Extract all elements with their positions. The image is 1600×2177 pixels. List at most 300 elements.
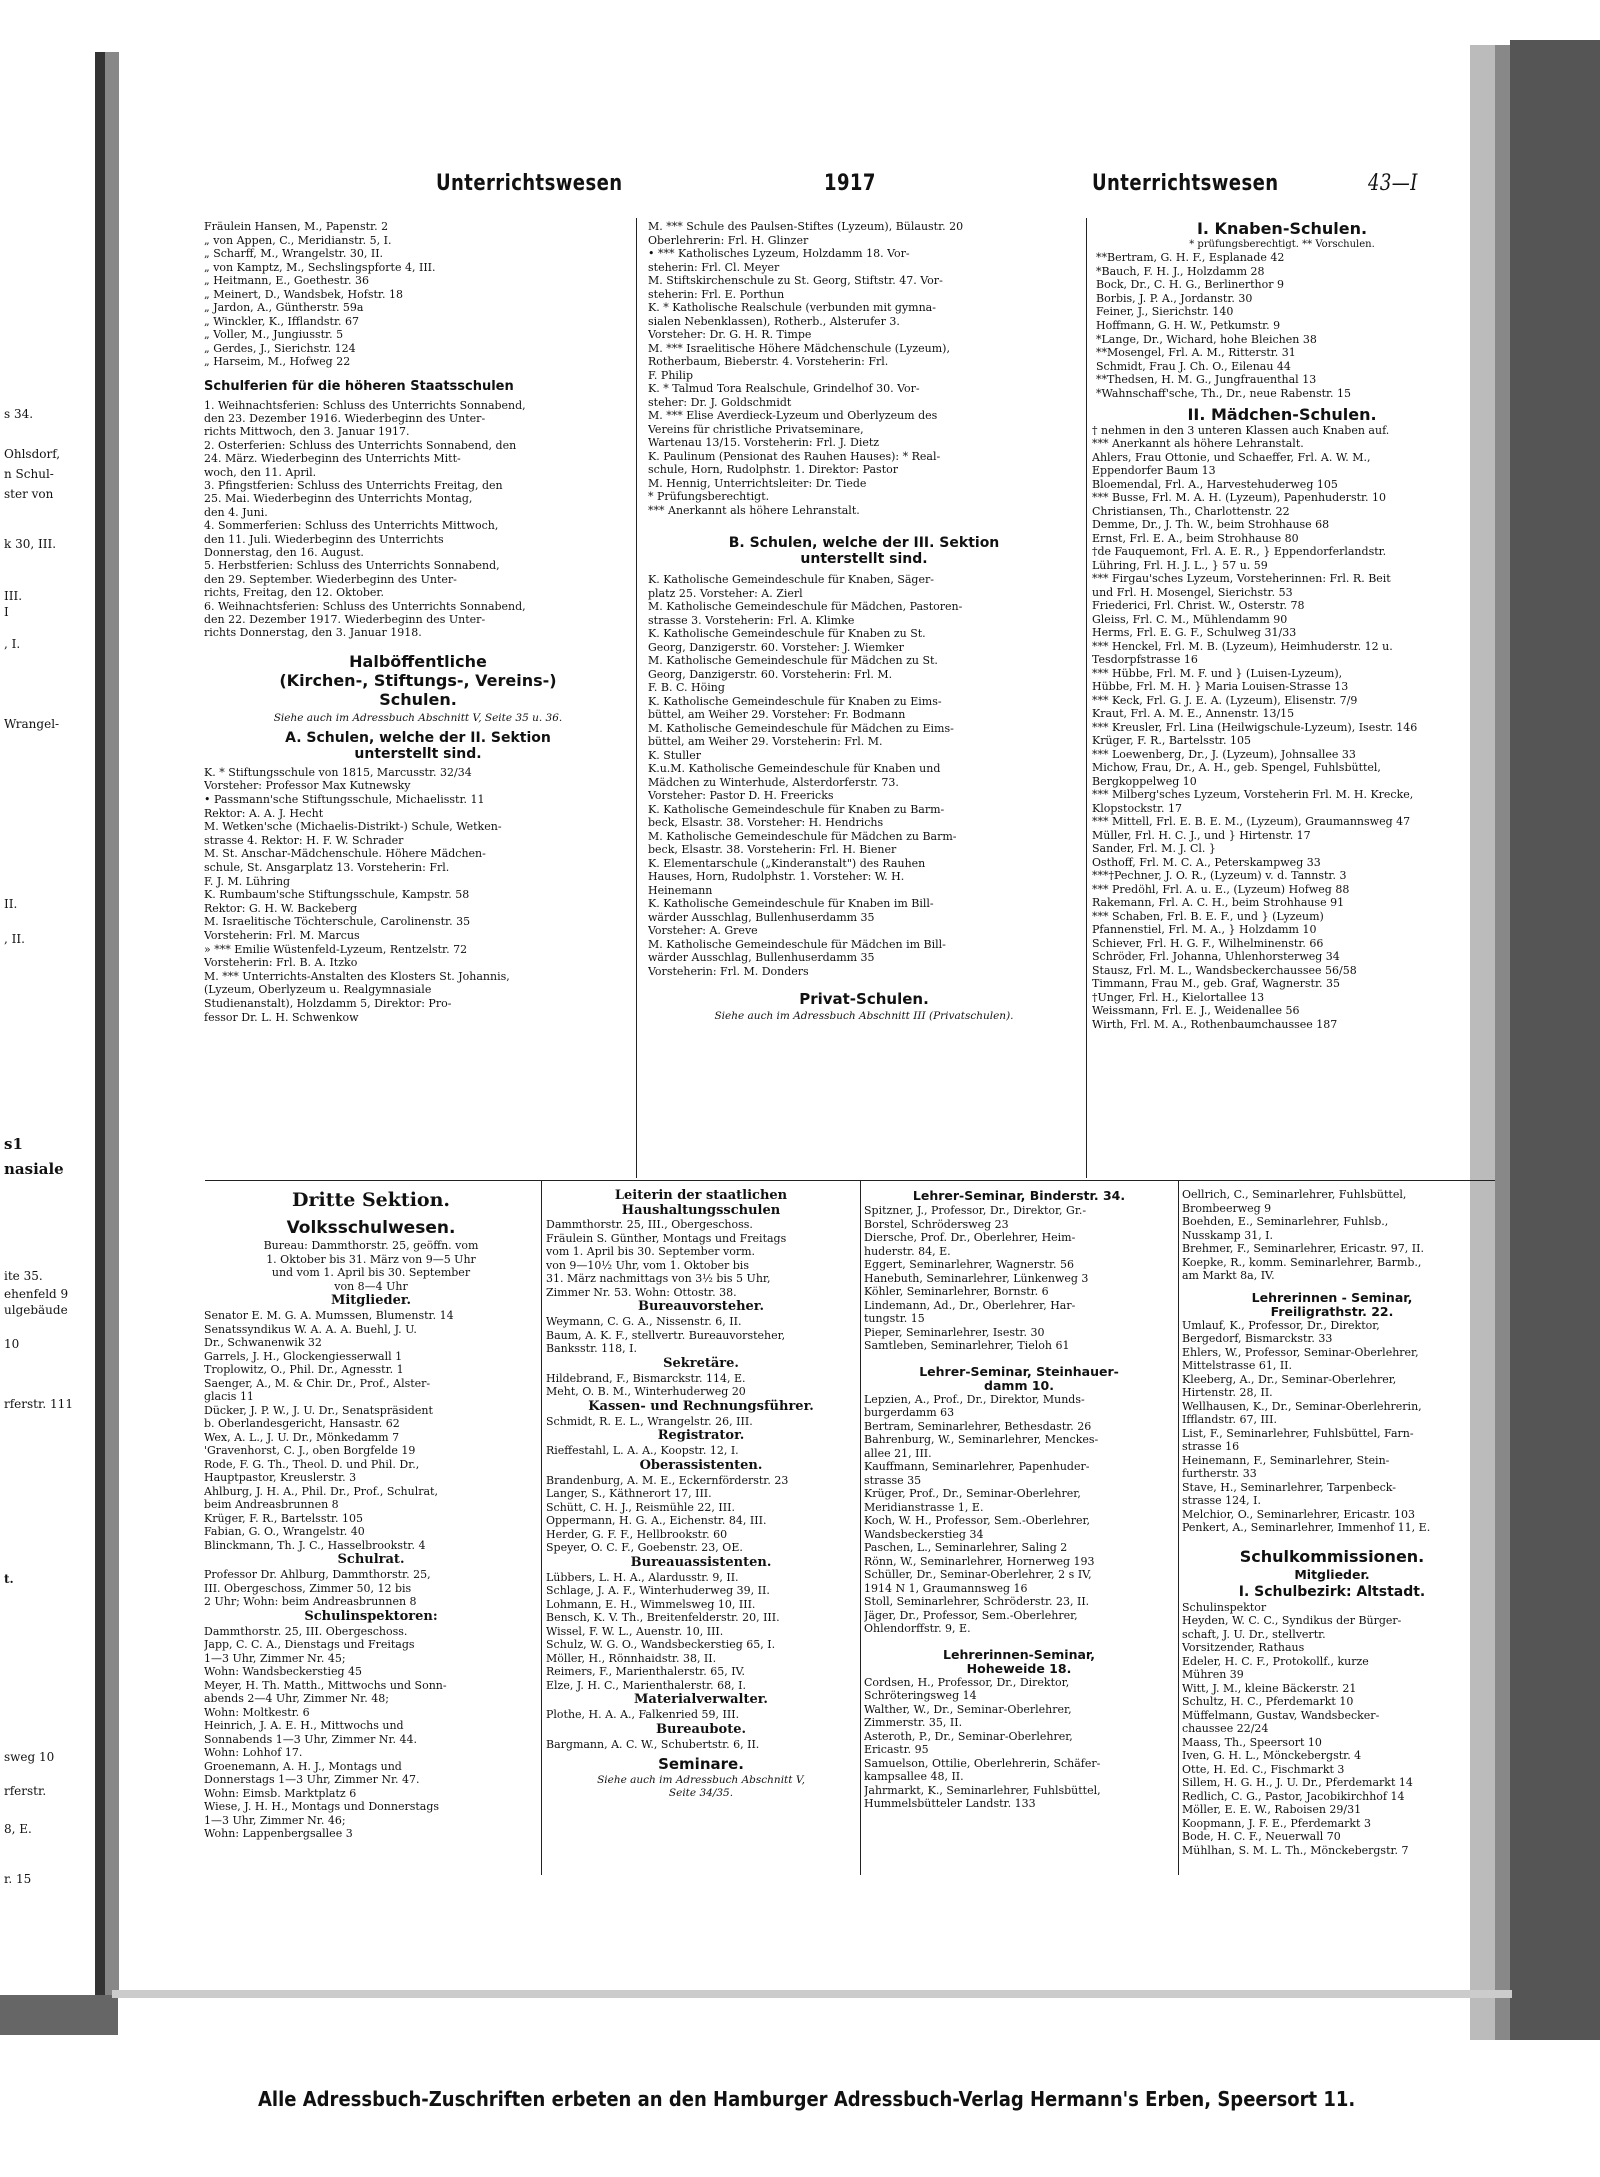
school-entry: M. *** Schule des Paulsen-Stiftes (Lyzeum), Bülaustr. 20 <box>648 220 964 233</box>
office-hours: 1. Oktober bis 31. März von 9—5 Uhr <box>266 1252 476 1266</box>
holiday-entry: richts Mittwoch, den 3. Januar 1917. <box>204 425 410 439</box>
section-heading: Schulferien für die höheren Staatsschulen <box>204 378 514 394</box>
section-heading: Schulen. <box>379 689 457 709</box>
school-entry: K. Rumbaum'sche Stiftungsschule, Kampstr. 58 <box>204 888 470 902</box>
school-entry: *** Keck, Frl. G. J. E. A. (Lyzeum), Elisenstr. 7/9 <box>1092 693 1358 707</box>
school-entry: Borbis, J. P. A., Jordanstr. 30 <box>1096 291 1253 305</box>
margin-fragment: 8, E. <box>4 1822 32 1836</box>
teacher-entry: „ Meinert, D., Wandsbek, Hofstr. 18 <box>204 287 403 301</box>
teacher-entry: „ von Kamptz, M., Sechslingspforte 4, III. <box>204 260 436 274</box>
column-2-bottom <box>546 1188 856 1878</box>
section-heading: Lehrer-Seminar, Steinhauer- <box>919 1364 1119 1379</box>
staff-entry: Bertram, Seminarlehrer, Bethesdastr. 26 <box>864 1419 1092 1433</box>
teacher-entry: „ von Appen, C., Meridianstr. 5, I. <box>204 233 392 247</box>
school-entry: • Passmann'sche Stiftungsschule, Michaelisstr. 11 <box>204 793 485 806</box>
commission-entry: Heyden, W. C. C., Syndikus der Bürger- <box>1182 1614 1402 1627</box>
staff-entry: Ehlers, W., Professor, Seminar-Oberlehrer, <box>1182 1345 1419 1359</box>
staff-entry: Oellrich, C., Seminarlehrer, Fuhlsbüttel, <box>1182 1188 1407 1201</box>
school-entry: ***†Pechner, J. O. R., (Lyzeum) v. d. Tannstr. 3 <box>1092 869 1347 883</box>
footer-notice: Alle Adressbuch-Zuschriften erbeten an den Hamburger Adressbuch-Verlag Hermann's Erben, Speersort 11. <box>258 2087 1356 2111</box>
holiday-entry: 6. Weihnachtsferien: Schluss des Unterrichts Sonnabend, <box>204 599 526 613</box>
school-entry: Ahlers, Frau Ottonie, und Schaeffer, Frl. A. W. M., <box>1092 450 1371 464</box>
inspector-entry: 1—3 Uhr, Zimmer Nr. 46; <box>204 1813 346 1827</box>
school-entry: *** Hübbe, Frl. M. F. und } (Luisen-Lyzeum), <box>1092 666 1343 680</box>
member-entry: Troplowitz, O., Phil. Dr., Agnesstr. 1 <box>204 1363 404 1376</box>
school-entry: Mädchen zu Winterhude, Alsterdorferstr. 73. <box>648 775 899 789</box>
staff-entry: Cordsen, H., Professor, Dr., Direktor, <box>864 1675 1070 1689</box>
holiday-entry: 4. Sommerferien: Schluss des Unterrichts Mittwoch, <box>204 519 499 533</box>
school-entry: † nehmen in den 3 unteren Klassen auch Knaben auf. <box>1092 423 1390 437</box>
school-entry: strasse 4. Rektor: H. F. W. Schrader <box>204 833 404 847</box>
spacer <box>1182 1535 1482 1547</box>
school-entry: *Lange, Dr., Wichard, hohe Bleichen 38 <box>1096 332 1317 346</box>
school-entry: *** Loewenberg, Dr., J. (Lyzeum), Johnsallee 33 <box>1092 747 1356 761</box>
margin-fragment: s1 <box>4 1135 23 1153</box>
staff-entry: Meht, O. B. M., Winterhuderweg 20 <box>546 1385 746 1398</box>
staff-entry: List, F., Seminarlehrer, Fuhlsbüttel, Farn- <box>1182 1426 1414 1440</box>
cross-reference-note: Siehe auch im Adressbuch Abschnitt V, <box>597 1774 805 1786</box>
staff-entry: burgerdamm 63 <box>864 1406 955 1419</box>
section-heading: Dritte Sektion. <box>291 1189 451 1211</box>
school-entry: Rotherbaum, Bieberstr. 4. Vorsteherin: Frl. <box>648 355 889 368</box>
column-3-bottom <box>864 1188 1174 1878</box>
staff-entry: Banksstr. 118, I. <box>546 1342 637 1355</box>
commission-entry: Vorsitzender, Rathaus <box>1182 1641 1305 1654</box>
staff-entry: Wellhausen, K., Dr., Seminar-Oberlehrerin, <box>1182 1399 1422 1413</box>
school-entry: schule, Horn, Rudolphstr. 1. Direktor: Pastor <box>648 463 899 476</box>
holiday-entry: woch, den 11. April. <box>204 465 317 479</box>
school-entry: Rektor: A. A. J. Hecht <box>204 806 324 820</box>
school-entry: **Mosengel, Frl. A. M., Ritterstr. 31 <box>1096 346 1296 360</box>
inspector-entry: 1—3 Uhr, Zimmer Nr. 45; <box>204 1651 346 1665</box>
section-heading: Lehrerinnen - Seminar, <box>1251 1290 1413 1305</box>
section-heading: Schulkommissionen. <box>1239 1546 1425 1566</box>
inspector-entry: Meyer, H. Th. Matth., Mittwochs und Sonn- <box>204 1678 447 1692</box>
staff-entry: Koepke, R., komm. Seminarlehrer, Barmb., <box>1182 1255 1422 1269</box>
staff-entry: Bahrenburg, W., Seminarlehrer, Menckes- <box>864 1433 1099 1446</box>
school-entry: steherin: Frl. E. Porthun <box>648 287 785 301</box>
inspector-entry: Wiese, J. H. H., Montags und Donnerstags <box>204 1800 440 1813</box>
inspector-entry: Dammthorstr. 25, III. Obergeschoss. <box>204 1624 408 1638</box>
margin-fragment: II. <box>4 897 18 911</box>
school-entry: sialen Nebenklassen), Rotherb., Alsterufer 3. <box>648 314 900 328</box>
section-heading: Volksschulwesen. <box>286 1218 456 1238</box>
member-entry: Rode, F. G. Th., Theol. D. und Phil. Dr., <box>204 1457 420 1471</box>
school-entry: Schiever, Frl. H. G. F., Wilhelminenstr. 66 <box>1092 936 1324 950</box>
member-entry: Saenger, A., M. & Chir. Dr., Prof., Alster- <box>204 1376 431 1390</box>
school-entry: und Frl. H. Mosengel, Sierichstr. 53 <box>1092 585 1293 599</box>
commission-entry: Iven, G. H. L., Mönckebergstr. 4 <box>1182 1749 1362 1762</box>
staff-entry: Rieffestahl, L. A. A., Koopstr. 12, I. <box>546 1444 739 1457</box>
member-entry: Dücker, J. P. W., J. U. Dr., Senatspräsident <box>204 1403 433 1417</box>
margin-fragment: Wrangel- <box>4 717 60 731</box>
margin-fragment: , II. <box>4 932 25 946</box>
staff-entry: Kauffmann, Seminarlehrer, Papenhuder- <box>864 1460 1090 1473</box>
subsection-heading: Bureauassistenten. <box>630 1554 772 1570</box>
margin-fragment: s 34. <box>4 407 34 421</box>
staff-entry: Ericastr. 95 <box>864 1743 929 1756</box>
subsection-heading: Mitglieder. <box>330 1293 412 1308</box>
previous-page-margin <box>0 60 95 1995</box>
school-entry: *** Mittell, Frl. E. B. E. M., (Lyzeum), Graumannsweg 47 <box>1092 815 1411 829</box>
inspector-entry: Wohn: Eimsb. Marktplatz 6 <box>204 1786 357 1800</box>
school-entry: Michow, Frau, Dr., A. H., geb. Spengel, Fuhlsbüttel, <box>1092 761 1381 775</box>
staff-entry: Ohlendorffstr. 9, E. <box>864 1622 971 1635</box>
staff-entry: Herder, G. F. F., Hellbrookstr. 60 <box>546 1527 728 1541</box>
school-entry: Tesdorpfstrasse 16 <box>1092 653 1198 667</box>
school-entry: beck, Elsastr. 38. Vorsteher: H. Hendrichs <box>648 816 884 829</box>
holiday-entry: richts Donnerstag, den 3. Januar 1918. <box>204 626 422 640</box>
school-entry: K. * Stiftungsschule von 1815, Marcusstr. 32/34 <box>204 765 472 779</box>
school-entry: M. *** Israelitische Höhere Mädchenschule (Lyzeum), <box>648 341 950 355</box>
staff-entry: kampsallee 48, II. <box>864 1770 964 1783</box>
staff-entry: Hirtenstr. 28, II. <box>1182 1386 1273 1399</box>
school-entry: schule, St. Ansgarplatz 13. Vorsteherin: Frl. <box>204 860 450 874</box>
cross-reference-note: Seite 34/35. <box>668 1787 734 1799</box>
holiday-entry: 25. Mai. Wiederbeginn des Unterrichts Montag, <box>204 492 473 506</box>
staff-entry: Hummelsbütteler Landstr. 133 <box>864 1797 1036 1810</box>
school-entry: *** Anerkannt als höhere Lehranstalt. <box>1092 437 1304 451</box>
staff-entry: Jäger, Dr., Professor, Sem.-Oberlehrer, <box>864 1608 1078 1622</box>
member-entry: 2 Uhr; Wohn: beim Andreasbrunnen 8 <box>204 1595 417 1608</box>
holiday-entry: den 29. September. Wiederbeginn des Unter- <box>204 572 457 586</box>
school-entry: Ernst, Frl. E. A., beim Strohhause 80 <box>1092 531 1299 545</box>
margin-fragment: rferstr. 111 <box>4 1397 73 1411</box>
school-entry: wärder Ausschlag, Bullenhuserdamm 35 <box>648 910 875 924</box>
school-entry: » *** Emilie Wüstenfeld-Lyzeum, Rentzelstr. 72 <box>204 942 468 956</box>
school-entry: wärder Ausschlag, Bullenhuserdamm 35 <box>648 951 875 964</box>
staff-entry: Jahrmarkt, K., Seminarlehrer, Fuhlsbüttel, <box>864 1783 1101 1797</box>
member-entry: glacis 11 <box>204 1390 254 1403</box>
margin-fragment: ulgebäude <box>4 1303 68 1317</box>
member-entry: b. Oberlandesgericht, Hansastr. 62 <box>204 1417 400 1430</box>
school-entry: Rakemann, Frl. A. C. H., beim Strohhause 91 <box>1092 896 1345 910</box>
holiday-entry: 1. Weihnachtsferien: Schluss des Unterrichts Sonnabend, <box>204 398 526 412</box>
commission-entry: Edeler, H. C. F., Protokollf., kurze <box>1182 1654 1369 1668</box>
holiday-entry: den 23. Dezember 1916. Wiederbeginn des Unter- <box>204 411 486 425</box>
column-4-bottom <box>1182 1188 1482 1878</box>
school-entry: Vorsteher: Professor Max Kutnewsky <box>204 779 411 793</box>
column-rule <box>860 1180 861 1875</box>
school-entry: Heinemann <box>648 883 713 897</box>
school-entry: Friederici, Frl. Christ. W., Osterstr. 78 <box>1092 599 1305 613</box>
staff-entry: Nusskamp 31, I. <box>1182 1228 1274 1242</box>
staff-entry: Möller, H., Rönnhaidstr. 38, II. <box>546 1651 717 1665</box>
school-entry: Schröder, Frl. Johanna, Uhlenhorsterweg 34 <box>1092 950 1340 964</box>
staff-entry: Plothe, H. A. A., Falkenried 59, III. <box>546 1708 740 1721</box>
staff-entry: 1914 N 1, Graumannsweg 16 <box>864 1581 1028 1595</box>
inspector-entry: abends 2—4 Uhr, Zimmer Nr. 48; <box>204 1692 389 1705</box>
spacer <box>204 369 632 379</box>
staff-entry: tungstr. 15 <box>864 1312 925 1325</box>
staff-entry: Walther, W., Dr., Seminar-Oberlehrer, <box>864 1702 1072 1716</box>
school-entry: †Unger, Frl. H., Kielortallee 13 <box>1092 990 1265 1004</box>
staff-entry: Stave, H., Seminarlehrer, Tarpenbeck- <box>1182 1480 1396 1494</box>
office-hours: Bureau: Dammthorstr. 25, geöffn. vom <box>263 1239 479 1252</box>
member-entry: Senator E. M. G. A. Mumssen, Blumenstr. 14 <box>204 1309 454 1322</box>
office-hours: von 8—4 Uhr <box>334 1279 408 1293</box>
subsection-heading: Schulinspektoren: <box>304 1608 438 1624</box>
school-entry: Georg, Danzigerstr. 60. Vorsteher: J. Wiemker <box>648 640 904 654</box>
staff-entry: Ifflandstr. 67, III. <box>1182 1413 1277 1426</box>
school-entry: M. Wetken'sche (Michaelis-Distrikt-) Schule, Wetken- <box>204 820 502 834</box>
member-entry: Wex, A. L., J. U. Dr., Mönkedamm 7 <box>204 1430 400 1444</box>
header-year: 1917 <box>824 171 876 196</box>
subsection-heading: Oberassistenten. <box>639 1457 763 1473</box>
school-entry: M. Katholische Gemeindeschule für Mädchen im Bill- <box>648 937 946 951</box>
staff-entry: Zimmerstr. 35, II. <box>864 1716 963 1729</box>
staff-entry: Heinemann, F., Seminarlehrer, Stein- <box>1182 1453 1390 1467</box>
staff-entry: strasse 124, I. <box>1182 1494 1262 1507</box>
school-entry: Eppendorfer Baum 13 <box>1092 464 1216 478</box>
member-entry: Krüger, F. R., Bartelsstr. 105 <box>204 1511 363 1525</box>
margin-fragment: 10 <box>4 1337 20 1351</box>
staff-entry: Lohmann, E. H., Wimmelsweg 10, III. <box>546 1597 756 1611</box>
school-entry: * Prüfungsberechtigt. <box>648 490 770 503</box>
staff-entry: Pieper, Seminarlehrer, Isestr. 30 <box>864 1325 1045 1339</box>
school-entry: Oberlehrerin: Frl. H. Glinzer <box>648 233 809 247</box>
school-entry: büttel, am Weiher 29. Vorsteherin: Frl. M. <box>648 735 883 748</box>
school-entry: K. Katholische Gemeindeschule für Knaben im Bill- <box>648 897 934 910</box>
inspector-entry: Donnerstags 1—3 Uhr, Zimmer Nr. 47. <box>204 1773 420 1786</box>
school-entry: Schmidt, Frau J. Ch. O., Eilenau 44 <box>1096 359 1291 373</box>
margin-fragment: ehenfeld 9 <box>4 1287 69 1301</box>
inspector-entry: Wohn: Lappenbergsallee 3 <box>204 1827 353 1840</box>
section-heading: I. Knaben-Schulen. <box>1196 220 1368 238</box>
header-left: Unterrichtswesen <box>436 171 623 196</box>
school-entry: steher: Dr. J. Goldschmidt <box>648 395 792 409</box>
school-entry: *** Kreusler, Frl. Lina (Heilwigschule-Lyzeum), Isestr. 146 <box>1092 720 1418 734</box>
page-number: 43—I <box>1368 171 1418 196</box>
school-entry: Demme, Dr., J. Th. W., beim Strohhause 68 <box>1092 518 1330 532</box>
margin-fragment: r. 15 <box>4 1872 32 1886</box>
subsection-heading: A. Schulen, welche der II. Sektion <box>285 729 551 746</box>
school-entry: K. Katholische Gemeindeschule für Knaben zu St. <box>648 627 926 640</box>
section-heading: II. Mädchen-Schulen. <box>1187 404 1377 424</box>
teacher-entry: „ Gerdes, J., Sierichstr. 124 <box>204 341 356 355</box>
column-rule <box>1086 218 1087 1178</box>
staff-entry: Brandenburg, A. M. E., Eckernförderstr. 23 <box>546 1473 789 1487</box>
cross-reference-note: Siehe auch im Adressbuch Abschnitt V, Seite 35 u. 36. <box>273 711 563 724</box>
school-entry: K. Elementarschule („Kinderanstalt") des Rauhen <box>648 856 926 870</box>
staff-entry: am Markt 8a, IV. <box>1182 1269 1275 1282</box>
margin-fragment: ster von <box>4 487 54 501</box>
holiday-entry: 2. Osterferien: Schluss des Unterrichts Sonnabend, den <box>204 438 517 452</box>
school-entry: M. Katholische Gemeindeschule für Mädchen zu Barm- <box>648 829 957 843</box>
staff-entry: Paschen, L., Seminarlehrer, Saling 2 <box>864 1541 1068 1554</box>
subsection-heading: Sekretäre. <box>663 1355 739 1371</box>
staff-entry: Reimers, F., Marienthalerstr. 65, IV. <box>546 1665 746 1678</box>
staff-entry: Schmidt, R. E. L., Wrangelstr. 26, III. <box>546 1414 753 1428</box>
staff-entry: Weymann, C. G. A., Nissenstr. 6, II. <box>546 1315 742 1328</box>
staff-entry: Krüger, Prof., Dr., Seminar-Oberlehrer, <box>864 1487 1081 1500</box>
column-rule <box>636 218 637 1178</box>
school-entry: Bergkoppelweg 10 <box>1092 774 1197 788</box>
school-entry: K. Paulinum (Pensionat des Rauhen Hauses): * Real- <box>648 449 941 463</box>
margin-fragment: nasiale <box>4 1160 64 1178</box>
school-entry: Vorsteherin: Frl. M. Marcus <box>204 928 360 942</box>
school-entry: *** Anerkannt als höhere Lehranstalt. <box>648 503 860 517</box>
margin-fragment: ite 35. <box>4 1269 43 1283</box>
section-heading: Privat-Schulen. <box>799 990 929 1008</box>
school-entry: M. Katholische Gemeindeschule für Mädchen zu St. <box>648 654 938 667</box>
staff-entry: Kleeberg, A., Dr., Seminar-Oberlehrer, <box>1182 1372 1397 1386</box>
teacher-entry: „ Harseim, M., Hofweg 22 <box>204 355 351 368</box>
staff-entry: Penkert, A., Seminarlehrer, Immenhof 11, E. <box>1182 1521 1431 1534</box>
column-rule <box>541 1180 542 1875</box>
staff-entry: Schütt, C. H. J., Reismühle 22, III. <box>546 1500 735 1514</box>
margin-fragment: n Schul- <box>4 467 54 481</box>
school-entry: M. Israelitische Töchterschule, Carolinenstr. 35 <box>204 915 471 929</box>
school-entry: Bock, Dr., C. H. G., Berlinerthor 9 <box>1096 278 1284 292</box>
staff-entry: Langer, S., Käthnerort 17, III. <box>546 1487 712 1500</box>
school-entry: M. St. Anschar-Mädchenschule. Höhere Mädchen- <box>204 847 486 861</box>
school-entry: M. Katholische Gemeindeschule für Mädchen zu Eims- <box>648 721 954 735</box>
staff-entry: Baum, A. K. F., stellvertr. Bureauvorsteher, <box>546 1328 786 1342</box>
school-entry: Vorsteher: A. Greve <box>648 924 758 937</box>
school-entry: Wirth, Frl. M. A., Rothenbaumchaussee 187 <box>1092 1017 1338 1031</box>
school-entry: K. Stuller <box>648 748 702 762</box>
commission-entry: Maass, Th., Speersort 10 <box>1182 1735 1322 1749</box>
staff-entry: Wissel, F. W. L., Auenstr. 10, III. <box>546 1624 724 1638</box>
school-entry: M. Stiftskirchenschule zu St. Georg, Stiftstr. 47. Vor- <box>648 274 943 287</box>
school-entry: Gleiss, Frl. C. M., Mühlendamm 90 <box>1092 612 1288 626</box>
school-entry: Vorsteher: Dr. G. H. R. Timpe <box>648 328 812 341</box>
margin-fragment: , I. <box>4 637 21 651</box>
holiday-entry: den 4. Juni. <box>204 505 268 519</box>
staff-entry: Oppermann, H. G. A., Eichenstr. 84, III. <box>546 1514 767 1527</box>
holiday-entry: den 11. Juli. Wiederbeginn des Unterrichts <box>204 532 444 546</box>
teacher-entry: „ Jardon, A., Güntherstr. 59a <box>204 301 364 314</box>
staff-entry: Diersche, Prof. Dr., Oberlehrer, Heim- <box>864 1231 1076 1244</box>
school-entry: **Thedsen, H. M. G., Jungfrauenthal 13 <box>1096 373 1317 387</box>
school-entry: • *** Katholisches Lyzeum, Holzdamm 18. Vor- <box>648 247 910 260</box>
margin-fragment: t. <box>4 1572 14 1586</box>
spacer <box>648 978 1080 990</box>
school-entry: platz 25. Vorsteher: A. Zierl <box>648 586 803 600</box>
staff-entry: Dammthorstr. 25, III., Obergeschoss. <box>546 1218 753 1231</box>
spacer <box>204 640 632 652</box>
school-entry: *** Schaben, Frl. B. E. F., und } (Lyzeum) <box>1092 909 1324 923</box>
school-entry: Weissmann, Frl. E. J., Weidenallee 56 <box>1092 1004 1300 1018</box>
inspector-entry: Wohn: Lohhof 17. <box>204 1746 303 1759</box>
staff-entry: Brehmer, F., Seminarlehrer, Ericastr. 97, II. <box>1182 1242 1424 1255</box>
school-entry: Rektor: G. H. W. Backeberg <box>204 901 358 915</box>
column-3-top <box>1092 220 1472 1180</box>
spacer <box>864 1353 1174 1365</box>
cross-reference-note: Siehe auch im Adressbuch Abschnitt III (Privatschulen). <box>714 1010 1014 1022</box>
subsection-heading: unterstellt sind. <box>354 745 482 762</box>
school-entry: K. Katholische Gemeindeschule für Knaben zu Eims- <box>648 694 942 708</box>
column-2-top <box>648 220 1080 1180</box>
commission-entry: Witt, J. M., kleine Bäckerstr. 21 <box>1182 1681 1357 1695</box>
section-heading: Haushaltungsschulen <box>621 1203 781 1218</box>
teacher-entry: „ Voller, M., Jungiusstr. 5 <box>204 328 344 341</box>
school-entry: Stausz, Frl. M. L., Wandsbeckerchaussee 56/58 <box>1092 963 1357 977</box>
subsection-heading: Registrator. <box>657 1428 745 1443</box>
staff-entry: Wandsbeckerstieg 34 <box>864 1527 984 1541</box>
school-entry: Timmann, Frau M., geb. Graf, Wagnerstr. 35 <box>1092 977 1340 991</box>
staff-entry: Fräulein S. Günther, Montags und Freitags <box>546 1231 787 1245</box>
subsection-heading: Schulrat. <box>337 1552 405 1567</box>
staff-entry: Mittelstrasse 61, II. <box>1182 1359 1293 1372</box>
subsection-heading: Kassen- und Rechnungsführer. <box>588 1398 814 1414</box>
staff-entry: Schulz, W. G. O., Wandsbeckerstieg 65, I. <box>546 1638 776 1651</box>
school-entry: Pfannenstiel, Frl. M. A., } Holzdamm 10 <box>1092 923 1317 937</box>
staff-entry: von 9—10½ Uhr, vom 1. Oktober bis <box>546 1258 749 1272</box>
school-entry: Vorsteher: Pastor D. H. Freericks <box>648 789 834 802</box>
school-entry: *** Henckel, Frl. M. B. (Lyzeum), Heimhuderstr. 12 u. <box>1092 639 1393 653</box>
school-entry: M. *** Elise Averdieck-Lyzeum und Oberlyzeum des <box>648 409 938 422</box>
section-heading: damm 10. <box>984 1378 1054 1393</box>
staff-entry: Hanebuth, Seminarlehrer, Lünkenweg 3 <box>864 1271 1089 1285</box>
spacer <box>864 1636 1174 1648</box>
staff-entry: strasse 35 <box>864 1473 922 1487</box>
school-entry: *** Milberg'sches Lyzeum, Vorsteherin Frl. M. H. Krecke, <box>1092 788 1414 802</box>
school-entry: *** Busse, Frl. M. A. H. (Lyzeum), Papenhuderstr. 10 <box>1092 491 1387 505</box>
staff-entry: Umlauf, K., Professor, Dr., Direktor, <box>1182 1318 1380 1332</box>
spacer <box>648 517 1080 535</box>
staff-entry: Bensch, K. V. Th., Breitenfelderstr. 20, III. <box>546 1611 780 1624</box>
staff-entry: Lindemann, Ad., Dr., Oberlehrer, Har- <box>864 1298 1076 1312</box>
inspector-entry: Heinrich, J. A. E. H., Mittwochs und <box>204 1719 404 1732</box>
school-entry: M. Katholische Gemeindeschule für Mädchen, Pastoren- <box>648 600 963 613</box>
member-entry: Garrels, J. H., Glockengiesserwall 1 <box>204 1349 403 1363</box>
teacher-entry: Fräulein Hansen, M., Papenstr. 2 <box>204 220 389 233</box>
school-entry: *** Predöhl, Frl. A. u. E., (Lyzeum) Hofweg 88 <box>1092 882 1350 896</box>
staff-entry: Brombeerweg 9 <box>1182 1201 1272 1215</box>
member-entry: Dr., Schwanenwik 32 <box>204 1336 322 1349</box>
staff-entry: Speyer, O. C. F., Goebenstr. 23, OE. <box>546 1541 743 1554</box>
section-heading: (Kirchen-, Stiftungs-, Vereins-) <box>279 670 557 690</box>
staff-entry: Bergedorf, Bismarckstr. 33 <box>1182 1332 1333 1345</box>
section-heading: Hoheweide 18. <box>966 1661 1072 1676</box>
section-heading: Seminare. <box>658 1755 744 1773</box>
teacher-entry: „ Winckler, K., Ifflandstr. 67 <box>204 314 359 328</box>
school-entry: (Lyzeum, Oberlyzeum u. Realgymnasiale <box>204 983 432 997</box>
staff-entry: Melchior, O., Seminarlehrer, Ericastr. 103 <box>1182 1507 1416 1521</box>
school-entry: Georg, Danzigerstr. 60. Vorsteherin: Frl. M. <box>648 667 893 681</box>
commission-entry: Otte, H. Ed. C., Fischmarkt 3 <box>1182 1762 1345 1776</box>
spacer <box>1182 1283 1482 1291</box>
inspector-entry: Wohn: Moltkestr. 6 <box>204 1705 310 1719</box>
commission-entry: Möller, E. E. W., Raboisen 29/31 <box>1182 1803 1362 1816</box>
subsection-heading: B. Schulen, welche der III. Sektion <box>728 535 1000 551</box>
staff-entry: Koch, W. H., Professor, Sem.-Oberlehrer, <box>864 1514 1091 1527</box>
staff-entry: Schlage, J. A. F., Winterhuderweg 39, II. <box>546 1584 770 1597</box>
school-entry: Hauses, Horn, Rudolphstr. 1. Vorsteher: W. H. <box>648 870 905 883</box>
school-entry: Studienanstalt), Holzdamm 5, Direktor: Pro- <box>204 996 452 1010</box>
commission-entry: Schulinspektor <box>1182 1600 1267 1614</box>
staff-entry: Köhler, Seminarlehrer, Bornstr. 6 <box>864 1285 1049 1298</box>
subsection-heading: Materialverwalter. <box>634 1692 768 1707</box>
staff-entry: Lübbers, L. H. A., Alardusstr. 9, II. <box>546 1570 739 1584</box>
staff-entry: Borstel, Schrödersweg 23 <box>864 1217 1009 1231</box>
staff-entry: Rönn, W., Seminarlehrer, Hornerweg 193 <box>864 1554 1095 1568</box>
teacher-entry: „ Scharff, M., Wrangelstr. 30, II. <box>204 247 384 260</box>
school-entry: Osthoff, Frl. M. C. A., Peterskampweg 33 <box>1092 855 1321 869</box>
commission-entry: Mühren 39 <box>1182 1668 1244 1681</box>
section-heading: Leiterin der staatlichen <box>614 1188 788 1203</box>
section-heading: I. Schulbezirk: Altstadt. <box>1238 1583 1426 1600</box>
staff-entry: huderstr. 84, E. <box>864 1244 951 1258</box>
staff-entry: 31. März nachmittags von 3½ bis 5 Uhr, <box>546 1272 771 1285</box>
school-entry: Lühring, Frl. H. J. L., } 57 u. 59 <box>1092 558 1268 572</box>
school-entry: steherin: Frl. Cl. Meyer <box>648 260 780 274</box>
staff-entry: Samuelson, Ottilie, Oberlehrerin, Schäfer- <box>864 1756 1101 1770</box>
school-entry: Kraut, Frl. A. M. E., Annenstr. 13/15 <box>1092 707 1295 721</box>
staff-entry: Elze, J. H. C., Marienthalerstr. 68, I. <box>546 1678 746 1692</box>
